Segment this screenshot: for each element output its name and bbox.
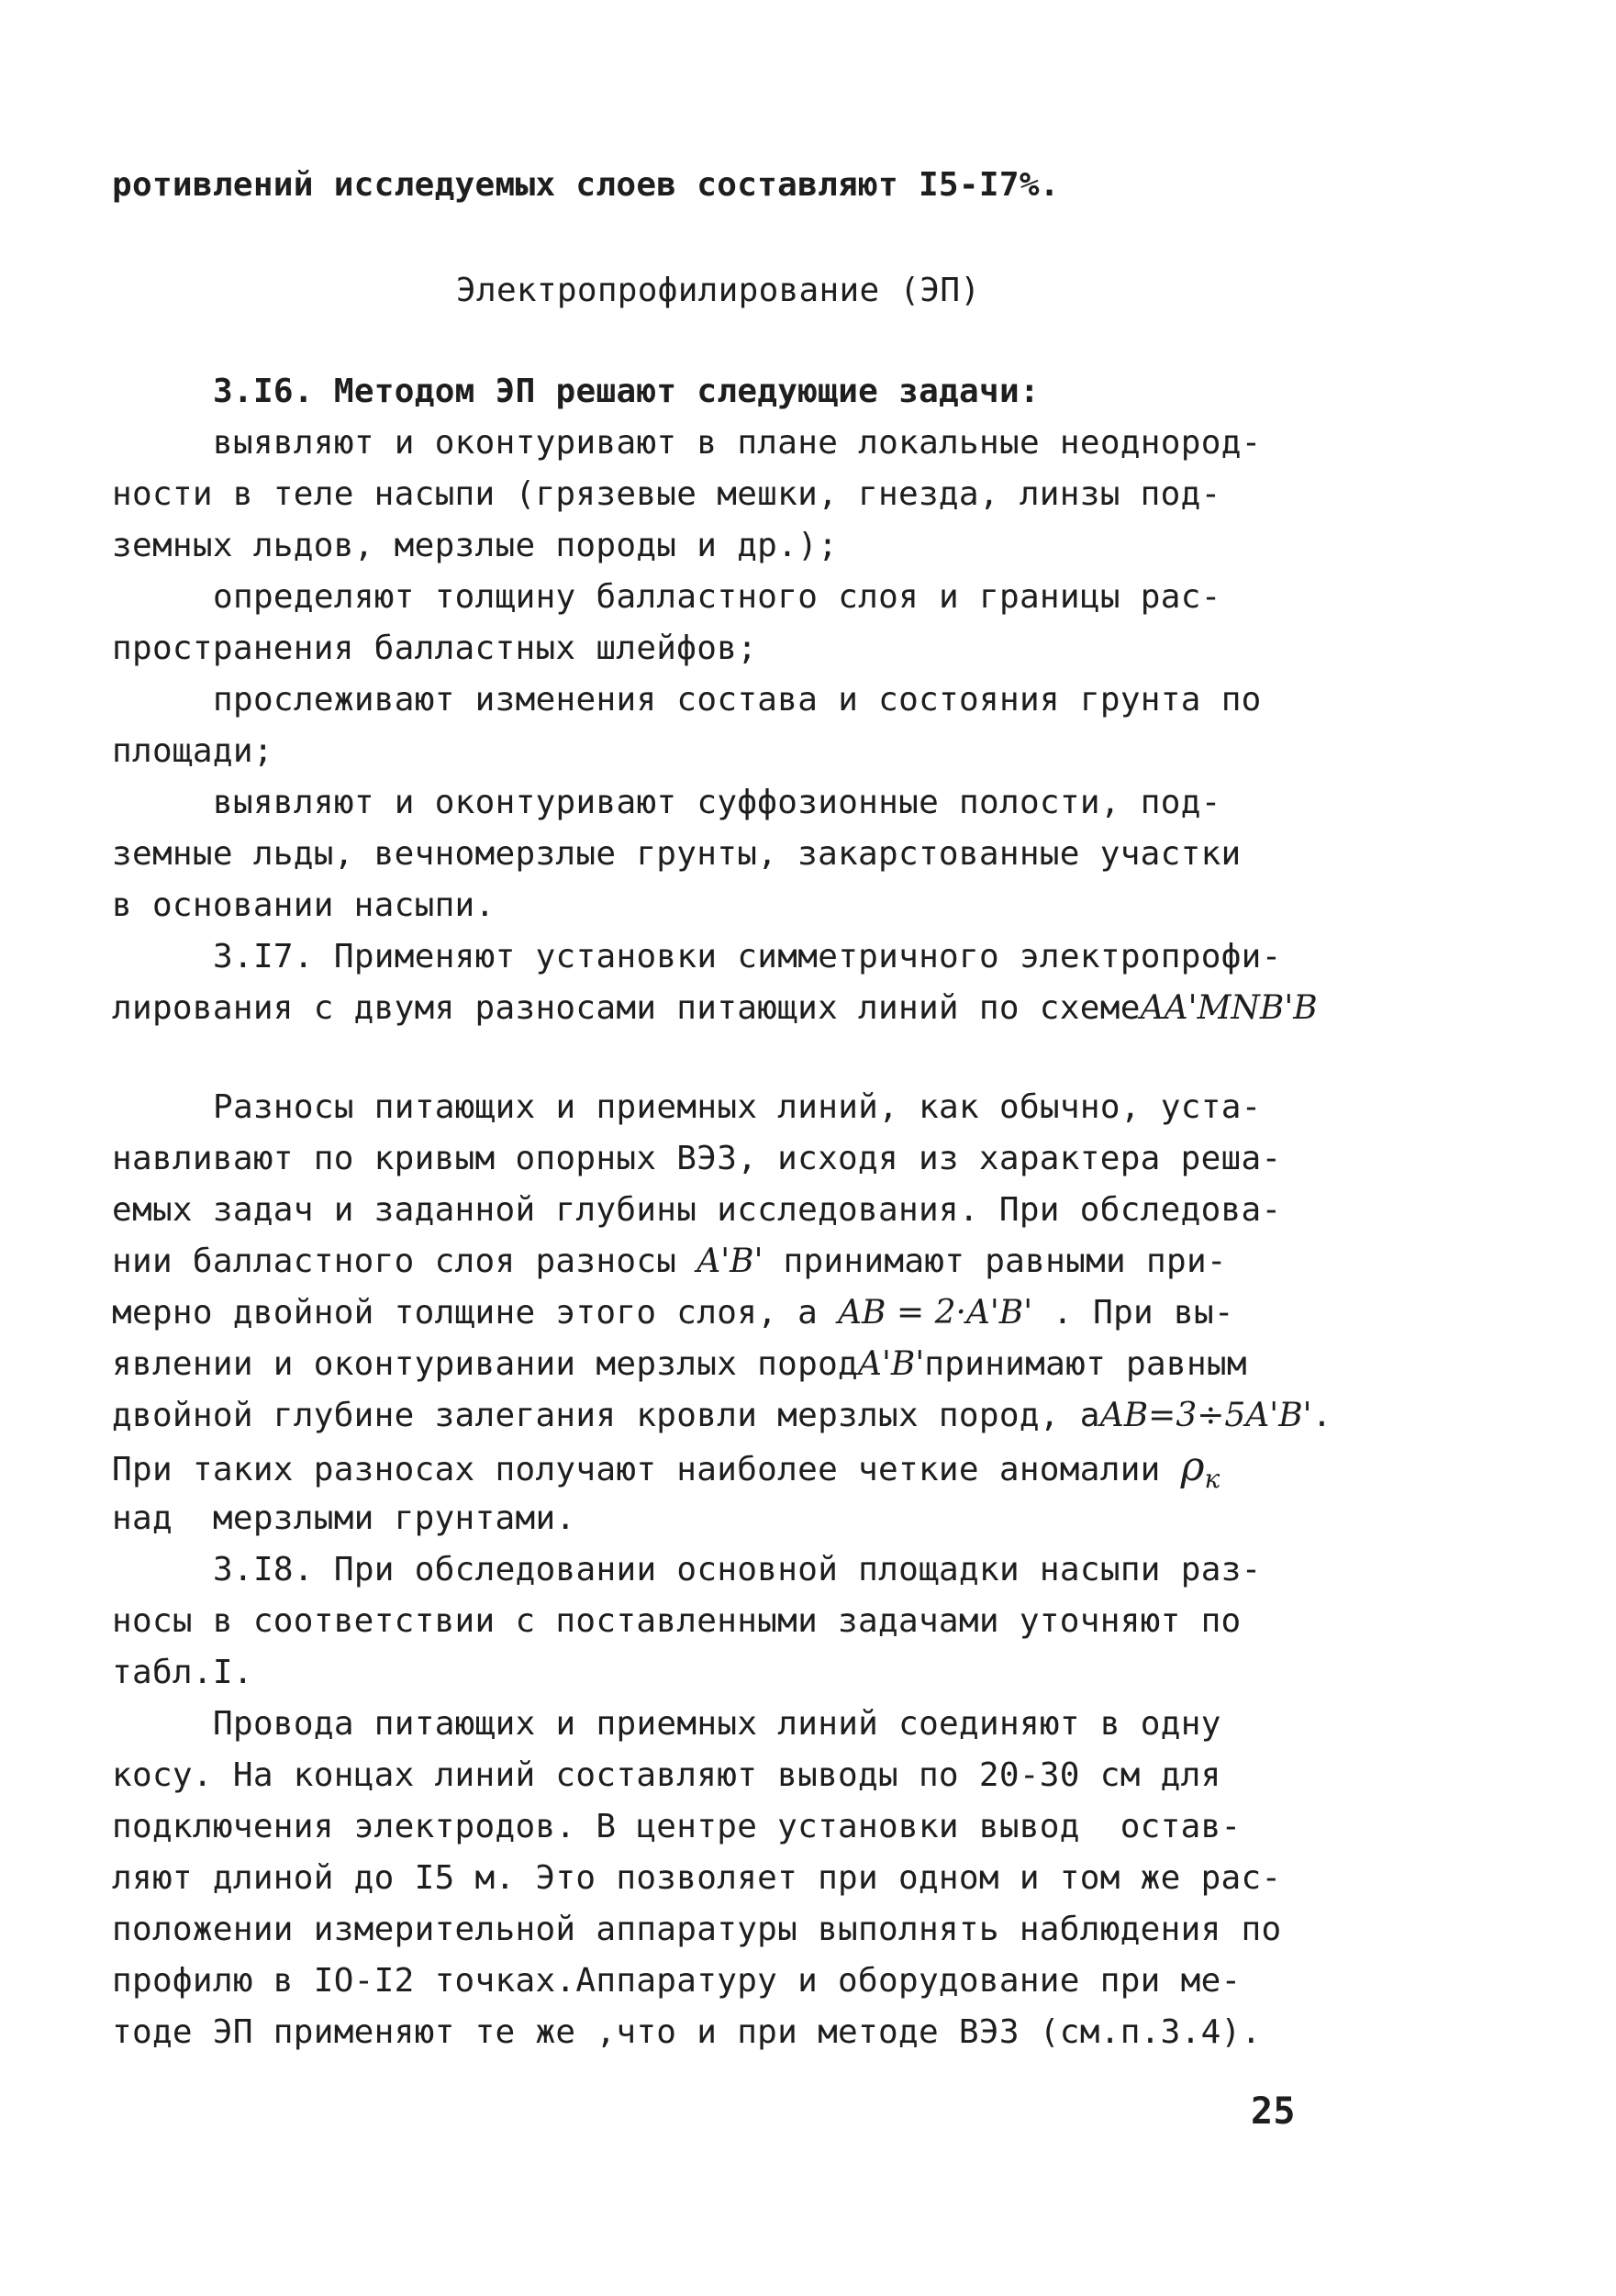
text-span: нии балластного слоя разносы [112, 1243, 697, 1280]
spacing-para-line-4 [112, 1240, 1227, 1284]
paragraph-3-17-line-1: 3.І7. Применяют установки симметричного электропрофи- [213, 938, 1282, 975]
rho-subscript: к [1204, 1464, 1220, 1495]
rho-symbol: ρ [1180, 1443, 1205, 1490]
spacing-para-line-5 [112, 1291, 1234, 1335]
paragraph-3-18-line-3: табл.І. [112, 1654, 253, 1691]
text-span: При таких разносах получают наиболее четкие аномалии [112, 1451, 1181, 1488]
task-4-line-1: выявляют и оконтуривают суффозионные полости, под- [213, 784, 1221, 821]
task-2-line-1: определяют толщину балластного слоя и границы рас- [213, 578, 1221, 616]
paragraph-3-16-title: 3.І6. Методом ЭП решают следующие задачи: [213, 373, 1040, 410]
task-4-line-3: в основании насыпи. [112, 886, 496, 924]
paragraph-3-17-text: лирования с двумя разносами питающих линий по схеме [112, 989, 1141, 1027]
spacing-para-line-9: над мерзлыми грунтами. [112, 1499, 576, 1537]
formula-a-b-prime: A'B' [697, 1243, 763, 1280]
paragraph-3-17-line-2 [112, 986, 1318, 1031]
paragraph-3-18-line-2: носы в соответствии с поставленными задачами уточняют по [112, 1602, 1242, 1640]
formula-a-b-prime: A'B' [858, 1345, 925, 1383]
section-heading: Электропрофилирование (ЭП) [456, 272, 981, 309]
text-span: явлении и оконтуривании мерзлых пород [112, 1345, 859, 1383]
spacing-para-line-6 [112, 1343, 1247, 1387]
continued-text-line: ротивлений исследуемых слоев составляют І5-І7%. [112, 166, 1060, 204]
paragraph-3-18-line-1: 3.І8. При обследовании основной площадки насыпи раз- [213, 1551, 1262, 1588]
task-1-line-3: земных льдов, мерзлые породы и др.); [112, 527, 839, 564]
task-3-line-2: площади; [112, 732, 273, 770]
text-span: двойной глубине залегания кровли мерзлых пород, а [112, 1397, 1100, 1434]
task-4-line-2: земные льды, вечномерзлые грунты, закарстованные участки [112, 835, 1242, 873]
text-span: мерно двойной толщине этого слоя, а [112, 1294, 839, 1332]
wires-para-line-1: Провода питающих и приемных линий соединяют в одну [213, 1705, 1221, 1743]
spacing-para-line-7 [112, 1394, 1332, 1438]
text-span: . [1311, 1397, 1332, 1434]
page-number: 25 [1251, 2090, 1296, 2133]
wires-para-line-7: тоде ЭП применяют те же ,что и при методе ВЭЗ (см.п.3.4). [112, 2013, 1262, 2051]
task-2-line-2: пространения балластных шлейфов; [112, 630, 758, 667]
spacing-para-line-3: емых задач и заданной глубины исследования. При обследова- [112, 1191, 1282, 1229]
task-3-line-1: прослеживают изменения состава и состояния грунта по [213, 681, 1262, 719]
wires-para-line-6: профилю в ІО-І2 точках.Аппаратуру и оборудование при ме- [112, 1962, 1242, 2000]
wires-para-line-3: подключения электродов. В центре установки вывод остав- [112, 1808, 1242, 1845]
wires-para-line-2: косу. На концах линий составляют выводы по 20-30 см для [112, 1756, 1221, 1794]
formula-ab-range: AB=3÷5A'B' [1099, 1397, 1312, 1434]
spacing-para-line-8 [112, 1445, 1220, 1501]
formula-ab-equals: AB = 2·A'B' [838, 1294, 1033, 1332]
electrode-scheme-formula: AA'MNB'B [1140, 989, 1318, 1027]
spacing-para-line-2: навливают по кривым опорных ВЭЗ, исходя из характера реша- [112, 1140, 1282, 1177]
text-span: . При вы- [1032, 1294, 1234, 1332]
text-span: принимают равными при- [763, 1243, 1227, 1280]
text-span: принимают равным [924, 1345, 1247, 1383]
task-1-line-2: ности в теле насыпи (грязевые мешки, гнезда, линзы под- [112, 475, 1221, 513]
spacing-para-line-1: Разносы питающих и приемных линий, как обычно, уста- [213, 1088, 1262, 1126]
task-1-line-1: выявляют и оконтуривают в плане локальные неоднород- [213, 424, 1262, 462]
wires-para-line-5: положении измерительной аппаратуры выполнять наблюдения по [112, 1911, 1282, 1948]
wires-para-line-4: ляют длиной до І5 м. Это позволяет при одном и том же рас- [112, 1859, 1282, 1897]
